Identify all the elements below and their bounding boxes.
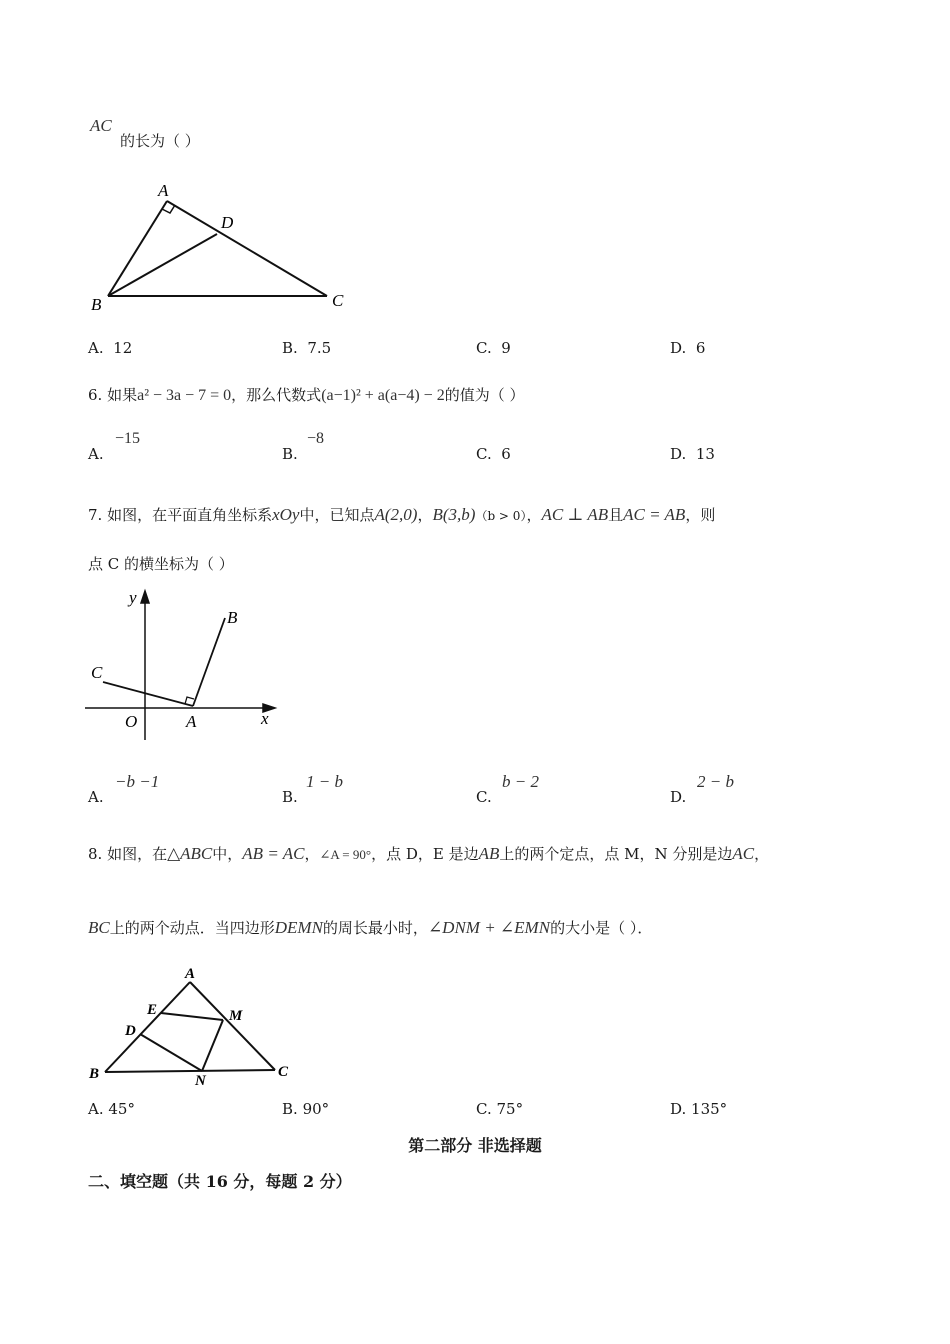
q8-label-n: N <box>195 1073 206 1089</box>
q5-question-tail: 的长为（ ） <box>120 132 200 150</box>
q8-angle-sum: ∠DNM + ∠EMN <box>427 918 551 937</box>
q8-side-bc <box>105 1070 275 1072</box>
q8-option-b[interactable]: B. 90° <box>282 1100 330 1118</box>
q8-label-m: M <box>229 1008 243 1024</box>
q7-option-c-value: b − 2 <box>502 772 539 791</box>
q8-triangle: △ABC <box>167 844 213 863</box>
q8-segment-dn <box>140 1034 202 1071</box>
q7-question-line1: 7. 如图，在平面直角坐标系xOy中，已知点A(2,0)，B(3,b)（b > 0），AC ⊥ AB且AC = AB，则 <box>88 505 716 524</box>
part2-title: 第二部分 非选择题 <box>408 1136 542 1155</box>
q6-equation: a² − 3a − 7 = 0 <box>137 387 232 404</box>
q8-quadrilateral: DEMN <box>274 918 323 937</box>
q7-label-o: O <box>125 712 138 731</box>
q5-label-b: B <box>91 295 102 314</box>
q7-label-y: y <box>129 588 137 607</box>
q8-label-e: E <box>147 1002 158 1018</box>
q6-option-a-value: −15 <box>115 430 141 447</box>
q7-label-x: x <box>261 709 269 728</box>
q5-option-c[interactable]: C. 9 <box>476 339 511 357</box>
q7-right-angle-mark <box>185 697 194 704</box>
q7-option-d-letter[interactable]: D. <box>670 788 687 806</box>
q7-label-c: C <box>91 663 103 682</box>
q8-option-d[interactable]: D. 135° <box>670 1100 728 1118</box>
q5-option-b[interactable]: B. 7.5 <box>282 339 332 357</box>
q8-option-a[interactable]: A. 45° <box>88 1100 135 1118</box>
q7-perp: AC ⊥ AB <box>541 505 609 524</box>
q8-label-c: C <box>278 1064 289 1080</box>
q7-segment-ac <box>103 682 193 706</box>
q6-option-d[interactable]: D. 13 <box>670 445 715 463</box>
q7-coordinate-figure <box>85 585 285 745</box>
q8-question-line1: 8. 如图，在△ABC中，AB = AC，∠A = 90°，点 D，E 是边AB上的两个定点，点 M，N 分别是边AC， <box>88 844 770 863</box>
q7-y-axis-arrow <box>141 591 149 603</box>
q7-label-b: B <box>227 608 238 627</box>
q5-label-c: C <box>332 291 344 310</box>
q8-triangle-figure <box>85 962 315 1092</box>
q5-ac-symbol: AC <box>90 116 112 135</box>
q5-side-ab <box>108 201 167 296</box>
q6-option-c[interactable]: C. 6 <box>476 445 511 463</box>
q5-segment-bd <box>108 234 217 296</box>
q7-question-line2: 点 C 的横坐标为（ ） <box>88 555 234 573</box>
q7-condition: （b > 0） <box>475 509 527 523</box>
q5-label-d: D <box>221 213 234 232</box>
q8-label-b: B <box>89 1066 100 1082</box>
q5-option-d[interactable]: D. 6 <box>670 339 706 357</box>
q7-point-a: A(2,0) <box>374 505 418 524</box>
q6-option-b-letter[interactable]: B. <box>282 445 298 463</box>
section2-title: 二、填空题（共 16 分，每题 2 分） <box>88 1172 352 1191</box>
q8-side-ab <box>105 982 190 1072</box>
q8-label-d: D <box>125 1023 136 1039</box>
q8-segment-em <box>161 1013 223 1020</box>
q6-option-a-letter[interactable]: A. <box>88 445 104 463</box>
q8-equation: AB = AC <box>242 844 305 863</box>
q7-xoy: xOy <box>272 505 300 524</box>
q7-point-b: B(3,b) <box>432 505 476 524</box>
q8-angle: ∠A = 90° <box>319 847 372 862</box>
q7-segment-ab <box>193 618 225 706</box>
q5-label-a: A <box>158 181 169 200</box>
q7-option-c-letter[interactable]: C. <box>476 788 492 806</box>
q7-option-a-value: −b −1 <box>115 772 160 791</box>
q6-question: 6. 如果a² − 3a − 7 = 0，那么代数式(a−1)² + a(a−4) − 2的值为（ ） <box>88 386 525 404</box>
q8-segment-mn <box>202 1020 223 1071</box>
q8-question-line2: BC上的两个动点．当四边形DEMN的周长最小时，∠DNM + ∠EMN的大小是（ ）． <box>88 918 653 937</box>
q6-expression: (a−1)² + a(a−4) − 2 <box>321 387 445 404</box>
q7-option-b-letter[interactable]: B. <box>282 788 298 806</box>
q7-option-d-value: 2 − b <box>697 772 734 791</box>
q7-option-a-letter[interactable]: A. <box>88 788 104 806</box>
q8-label-a: A <box>185 966 196 982</box>
q8-side-ac <box>190 982 275 1070</box>
q7-equal: AC = AB <box>623 505 686 524</box>
q7-option-b-value: 1 − b <box>306 772 343 791</box>
q8-option-c[interactable]: C. 75° <box>476 1100 524 1118</box>
q5-option-a[interactable]: A. 12 <box>88 339 133 357</box>
q5-triangle-figure <box>85 176 355 316</box>
q6-option-b-value: −8 <box>307 430 325 447</box>
q7-label-a: A <box>186 712 197 731</box>
